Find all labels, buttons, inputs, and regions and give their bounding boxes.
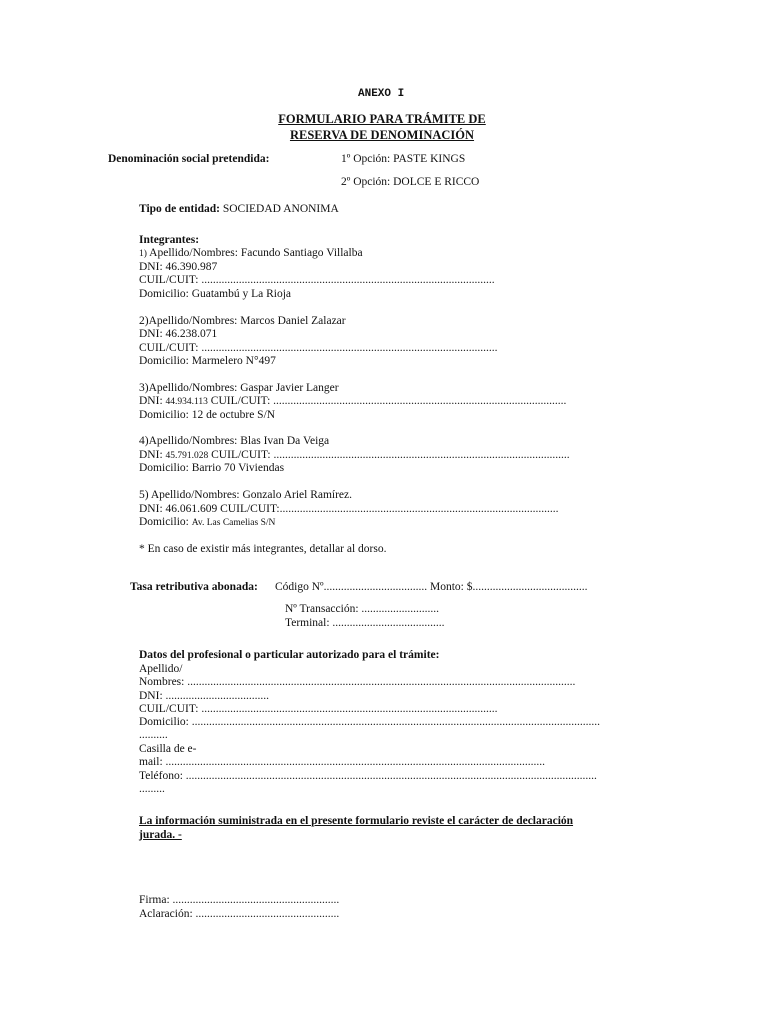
annex-label: ANEXO I (358, 88, 405, 100)
integrantes-label: Integrantes: (139, 234, 200, 246)
member4-dni-value: 45.791.028 (165, 451, 209, 461)
member4-domicilio: Domicilio: Barrio 70 Viviendas (139, 462, 285, 474)
tipo-entidad-label: Tipo de entidad: (139, 203, 220, 215)
member1-cuil: CUIL/CUIT: ...................................................................................................... (139, 274, 495, 286)
profesional-casilla: Casilla de e- (139, 743, 197, 755)
member2-domicilio: Domicilio: Marmelero N°497 (139, 355, 276, 367)
firma-line: Firma: .......................................................... (139, 894, 340, 906)
aclaracion-line: Aclaración: .................................................. (139, 908, 340, 920)
profesional-telefono: Teléfono: ............................................................................................................................................... (139, 770, 597, 782)
profesional-domicilio: Domicilio: .............................................................................................................................................. (139, 716, 600, 728)
declaracion-line2: jurada. - (139, 829, 182, 841)
tasa-terminal: Terminal: ....................................... (285, 617, 445, 629)
declaracion-line1: La información suministrada en el presente formulario reviste el carácter de declaración (139, 815, 574, 827)
profesional-cuil: CUIL/CUIT: ....................................................................................................... (139, 703, 498, 715)
member3-dni-label: DNI: (139, 395, 166, 407)
member3-cuil: CUIL/CUIT: ...................................................................................................... (207, 395, 567, 407)
member3-domicilio: Domicilio: 12 de octubre S/N (139, 409, 276, 421)
member3-name: 3)Apellido/Nombres: Gaspar Javier Langer (139, 382, 339, 394)
member3-dni-value: 44.934.113 (165, 397, 208, 407)
profesional-telefono-cont: ......... (139, 783, 165, 795)
form-title-line2: RESERVA DE DENOMINACIÓN (289, 128, 475, 142)
member1-dni: DNI: 46.390.987 (139, 261, 218, 273)
profesional-label: Datos del profesional o particular autorizado para el trámite: (139, 649, 440, 661)
member5-domicilio (139, 516, 275, 531)
member2-cuil: CUIL/CUIT: ....................................................................................................... (139, 342, 498, 354)
member1-name-text: Apellido/Nombres: Facundo Santiago Villalba (146, 247, 363, 259)
member1-domicilio: Domicilio: Guatambú y La Rioja (139, 288, 292, 300)
profesional-domicilio-cont: .......... (139, 729, 168, 741)
member4-dni-label: DNI: (139, 449, 166, 461)
member1-number: 1) (139, 249, 147, 259)
form-title-line1: FORMULARIO PARA TRÁMITE DE (278, 112, 486, 126)
profesional-dni: DNI: .................................... (139, 690, 270, 702)
member2-dni: DNI: 46.238.071 (139, 328, 218, 340)
member1-name (139, 247, 363, 262)
denominacion-option1: 1º Opción: PASTE KINGS (341, 153, 466, 165)
member3-dni-cuil (139, 395, 566, 410)
denominacion-label: Denominación social pretendida: (108, 153, 270, 165)
member5-domicilio-value: Av. Las Camelias S/N (191, 518, 276, 528)
member2-name: 2)Apellido/Nombres: Marcos Daniel Zalazar (139, 315, 346, 327)
tasa-codigo-monto: Código Nº.................................... Monto: $........................................ (275, 581, 588, 593)
profesional-mail: mail: .................................................................................................................................... (139, 756, 546, 768)
profesional-nombres: Nombres: ....................................................................................................................................... (139, 676, 576, 688)
member4-name: 4)Apellido/Nombres: Blas Ivan Da Veiga (139, 435, 330, 447)
tasa-label: Tasa retributiva abonada: (130, 581, 258, 593)
member5-dni-cuil: DNI: 46.061.609 CUIL/CUIT:................................................................................................. (139, 503, 559, 515)
tasa-transaccion: Nº Transacción: ........................... (285, 603, 440, 615)
tipo-entidad-value: SOCIEDAD ANONIMA (219, 203, 339, 215)
tipo-entidad (139, 203, 339, 217)
member5-name: 5) Apellido/Nombres: Gonzalo Ariel Ramírez. (139, 489, 353, 501)
integrantes-note: * En caso de existir más integrantes, detallar al dorso. (139, 543, 387, 555)
denominacion-option2: 2º Opción: DOLCE E RICCO (341, 176, 480, 188)
profesional-apellido: Apellido/ (139, 663, 183, 675)
member4-cuil: CUIL/CUIT: ....................................................................................................... (208, 449, 570, 461)
member5-domicilio-label: Domicilio: (139, 516, 192, 528)
